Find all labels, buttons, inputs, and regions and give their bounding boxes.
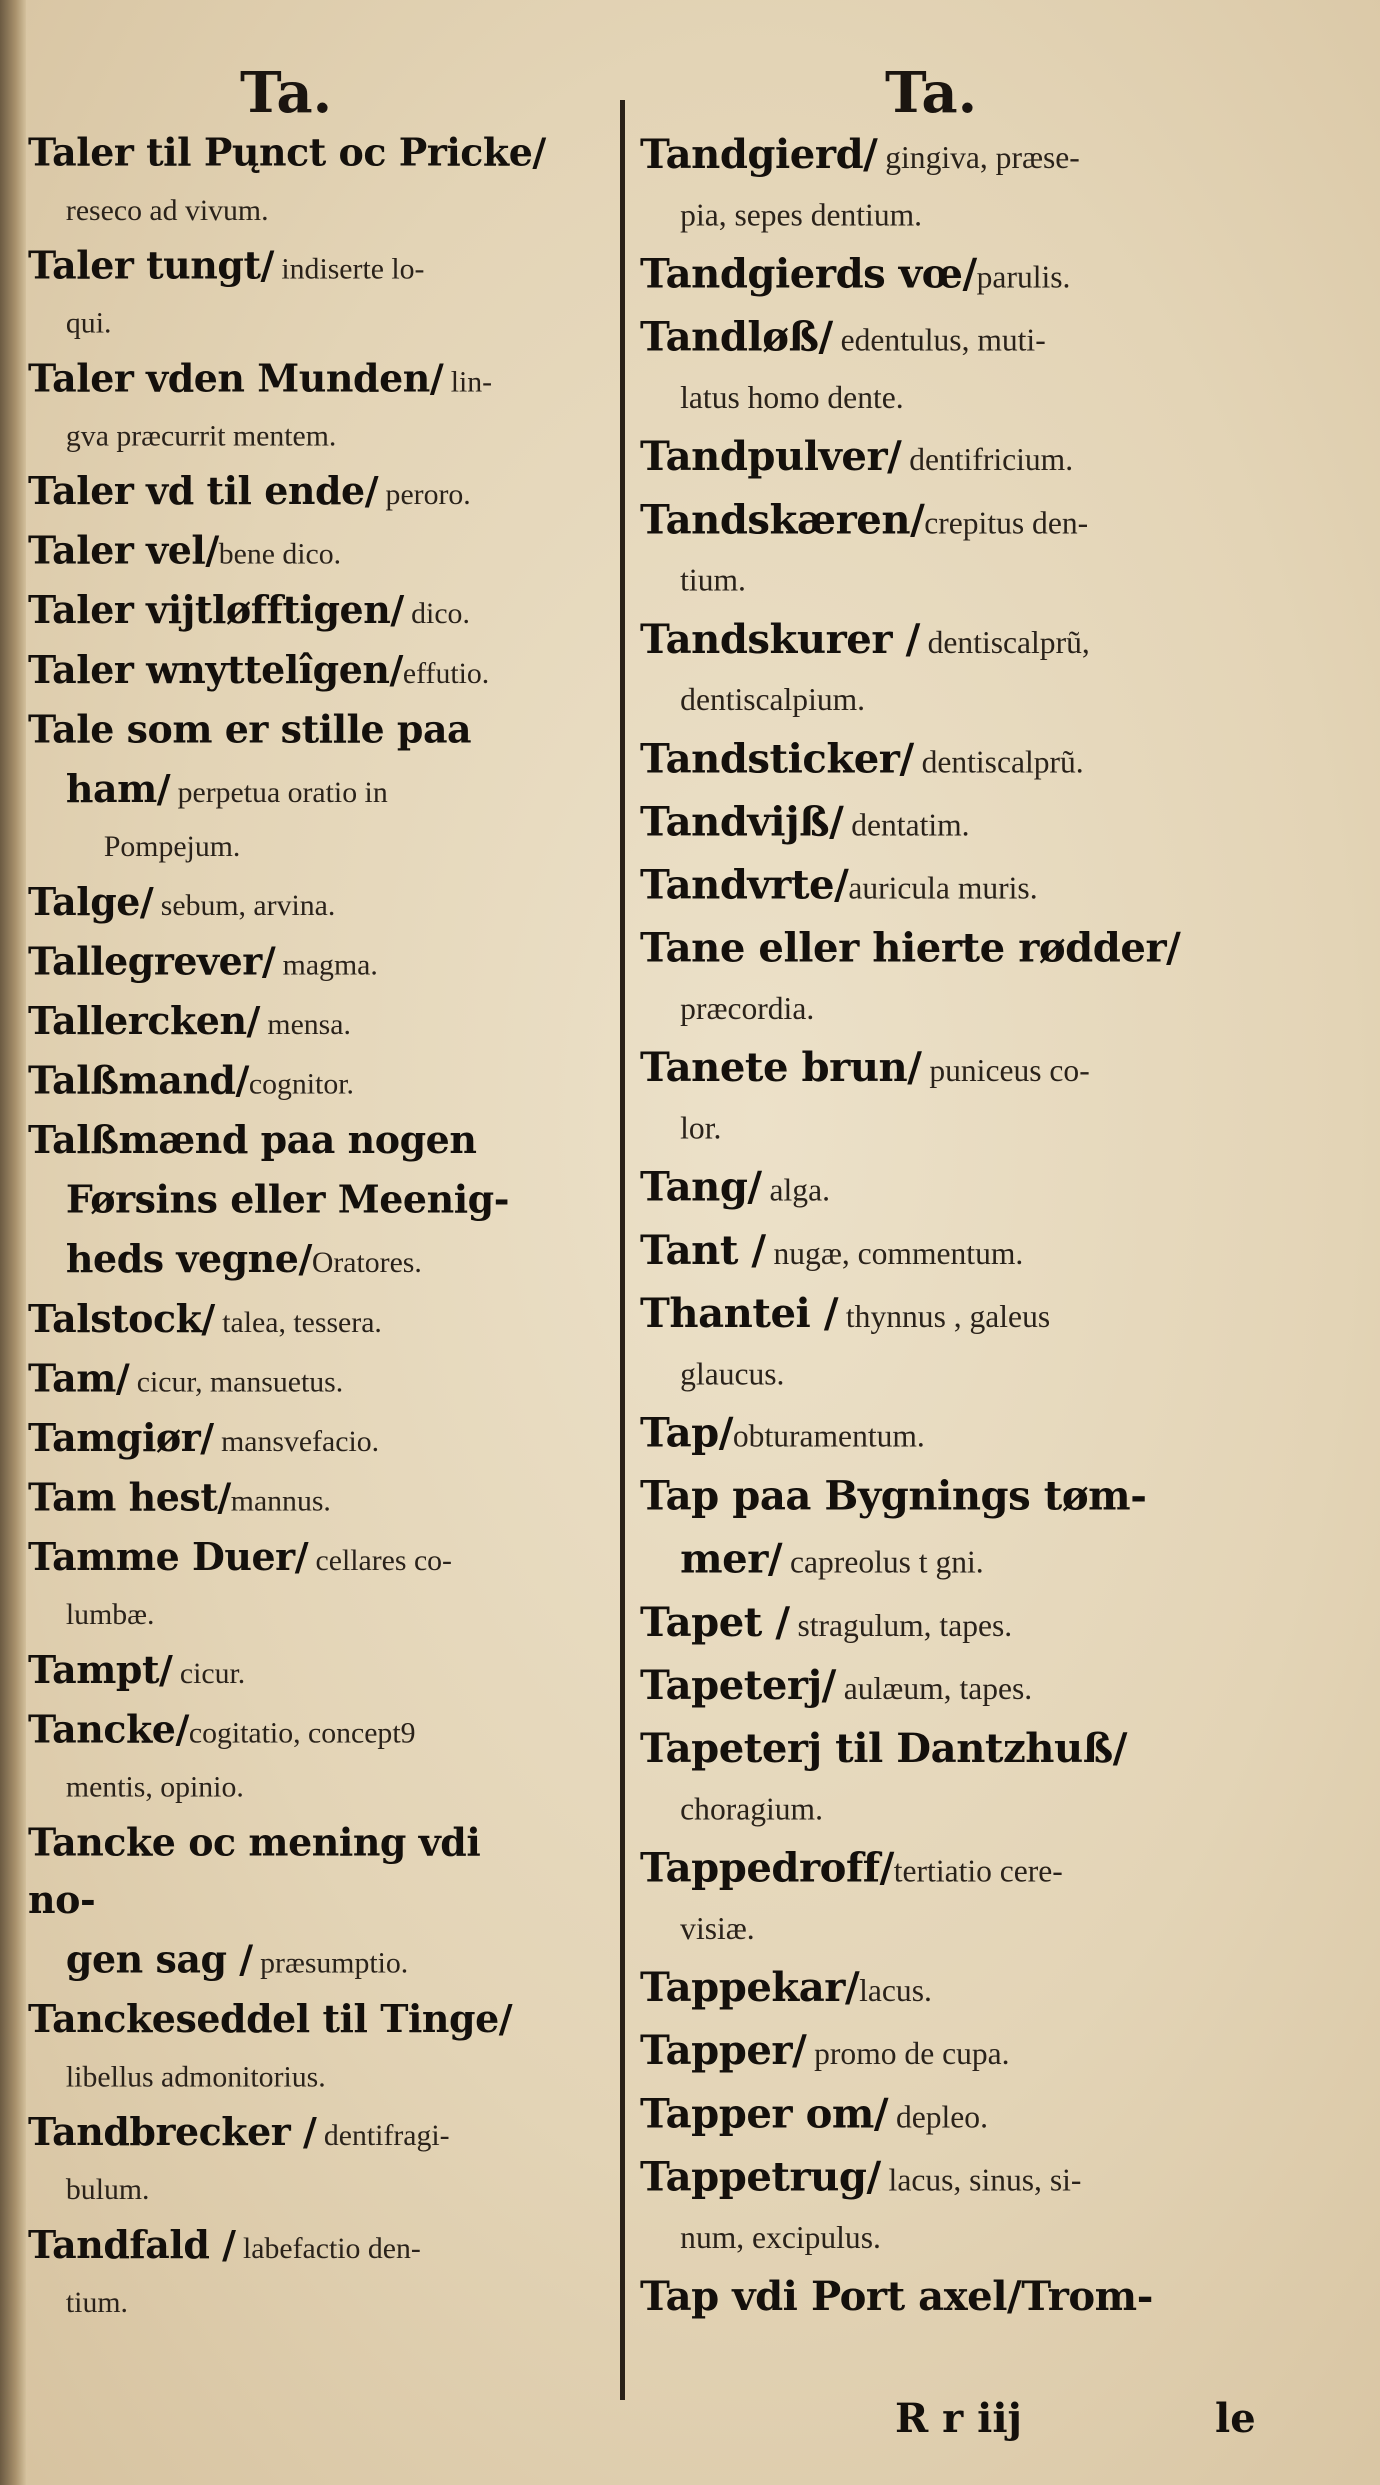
entry-definition: capreolus t gni. <box>782 1545 984 1581</box>
dictionary-entry <box>28 1410 556 1470</box>
entry-definition: dico. <box>403 597 470 631</box>
dictionary-entry <box>28 2104 556 2217</box>
dictionary-entry <box>640 245 1233 308</box>
dictionary-entry <box>640 1530 1233 1593</box>
entry-headword: Taler vijtløfftigen/ <box>28 588 404 633</box>
dictionary-entry <box>640 490 1233 610</box>
entry-continuation: tium. <box>65 2286 128 2320</box>
entry-headword: Tapper om/ <box>640 2089 889 2137</box>
dictionary-entry <box>640 792 1233 855</box>
dictionary-entry <box>28 702 556 762</box>
entry-definition: cicur, mansuetus. <box>129 1366 344 1399</box>
entry-definition: labefactio den- <box>235 2232 421 2266</box>
dictionary-entry <box>28 1470 556 1530</box>
entry-headword: mer/ <box>680 1535 783 1583</box>
dictionary-entry <box>640 1958 1233 2021</box>
entry-continuation: bulum. <box>65 2173 150 2207</box>
dictionary-entry <box>640 2021 1233 2084</box>
entry-headword: Taler vden Munden/ <box>28 356 444 401</box>
entry-headword: Tancke/ <box>28 1707 189 1752</box>
dictionary-entry <box>28 1702 556 1815</box>
entry-headword: Tapper/ <box>640 2026 807 2074</box>
dictionary-entry <box>28 351 556 464</box>
entry-definition: dentiscalprũ, <box>919 626 1090 661</box>
dictionary-entry <box>640 1593 1233 1656</box>
entry-definition: cicur. <box>172 1657 246 1691</box>
entry-continuation: qui. <box>65 307 112 340</box>
entry-headword: Tandfald / <box>28 2222 236 2267</box>
dictionary-entry <box>28 583 556 643</box>
entry-headword: Førsins eller Meenig- <box>65 1177 510 1222</box>
left-column <box>28 125 556 2330</box>
dictionary-entry <box>640 2147 1233 2267</box>
entry-definition: depleo. <box>888 2100 988 2135</box>
dictionary-entry <box>640 1158 1233 1221</box>
dictionary-entry <box>28 1351 556 1411</box>
entry-definition: edentulus, muti- <box>832 323 1046 359</box>
dictionary-entry <box>28 1112 556 1172</box>
entry-definition: perpetua oratio in <box>170 776 388 810</box>
entry-headword: Tandgierds vœ/ <box>640 250 977 298</box>
entry-headword: Tanete brun/ <box>640 1043 922 1091</box>
entry-definition: obturamentum. <box>732 1419 925 1455</box>
dictionary-entry <box>640 1221 1233 1284</box>
dictionary-entry <box>28 761 556 874</box>
running-header-left: Ta. <box>240 60 333 126</box>
entry-headword: Tant / <box>640 1226 766 1274</box>
entry-definition: cellares co- <box>308 1544 452 1578</box>
signature-mark: R r iij <box>895 2395 1023 2442</box>
entry-headword: Tap vdi Port axel/Trom- <box>640 2272 1153 2320</box>
dictionary-entry <box>28 1642 556 1702</box>
entry-headword: Tamme Duer/ <box>28 1534 309 1580</box>
entry-definition: nugæ, commentum. <box>765 1237 1024 1272</box>
entry-definition: magma. <box>275 949 378 982</box>
entry-headword: Tapeterj/ <box>640 1661 836 1709</box>
dictionary-entry <box>640 919 1233 1039</box>
entry-definition: bene dico. <box>218 538 342 571</box>
entry-definition: alga. <box>761 1173 830 1209</box>
entry-headword: gen sag / <box>65 1937 253 1982</box>
dictionary-entry <box>640 2084 1233 2147</box>
dictionary-entry <box>28 642 556 702</box>
entry-headword: Thantei / <box>640 1289 839 1337</box>
entry-headword: Taler tungt/ <box>28 243 274 288</box>
dictionary-entry <box>640 427 1233 490</box>
entry-continuation: præcordia. <box>680 992 815 1027</box>
entry-definition: peroro. <box>378 478 471 512</box>
entry-continuation: glaucus. <box>680 1357 785 1392</box>
entry-continuation: dentiscalpium. <box>680 683 866 718</box>
entry-definition: sebum, arvina. <box>153 889 336 922</box>
entry-continuation: tium. <box>680 563 746 599</box>
entry-definition: promo de cupa. <box>806 2037 1010 2072</box>
entry-continuation: libellus admonitorius. <box>65 2061 326 2094</box>
entry-headword: Tandsticker/ <box>640 735 914 782</box>
entry-continuation: mentis, opinio. <box>65 1771 244 1804</box>
dictionary-entry <box>640 1038 1233 1158</box>
entry-headword: Tanckeseddel til Tinge/ <box>28 1996 513 2042</box>
entry-headword: Talstock/ <box>28 1296 215 1341</box>
dictionary-entry <box>28 1932 556 1992</box>
dictionary-entry <box>640 308 1233 428</box>
entry-headword: Talßmand/ <box>28 1058 249 1103</box>
dictionary-entry <box>28 463 556 523</box>
entry-definition: puniceus co- <box>921 1054 1090 1089</box>
dictionary-entry <box>640 610 1233 730</box>
entry-headword: Tamgiør/ <box>28 1415 214 1460</box>
entry-headword: Tale som er stille paa <box>28 707 472 752</box>
entry-definition: dentifricium. <box>901 443 1074 478</box>
dictionary-entry <box>28 1992 556 2105</box>
entry-headword: Taler vd til ende/ <box>28 468 379 514</box>
dictionary-entry <box>640 1719 1233 1839</box>
entry-headword: Taler wnyttelîgen/ <box>28 647 403 692</box>
entry-definition: lacus, sinus, si- <box>880 2163 1082 2199</box>
entry-headword: Tampt/ <box>28 1647 173 1692</box>
entry-definition: mannus. <box>230 1485 331 1518</box>
dictionary-entry <box>28 1291 556 1351</box>
dictionary-entry <box>28 1232 556 1292</box>
dictionary-entry <box>640 2267 1233 2330</box>
entry-definition: tertiatio cere- <box>893 1854 1063 1890</box>
entry-continuation: num, excipulus. <box>680 2220 881 2256</box>
entry-continuation: lumbæ. <box>65 1598 155 1632</box>
entry-definition: Oratores. <box>311 1246 422 1280</box>
dictionary-entry <box>640 856 1233 919</box>
entry-headword: Tappekar/ <box>640 1963 860 2011</box>
dictionary-entry <box>28 1529 556 1642</box>
dictionary-entry <box>640 1403 1233 1466</box>
entry-continuation: latus homo dente. <box>680 381 904 416</box>
dictionary-entry <box>28 238 556 351</box>
entry-headword: Tap/ <box>640 1409 733 1457</box>
right-column <box>640 125 1233 2330</box>
catchword: le <box>1215 2395 1256 2442</box>
dictionary-entry <box>28 125 556 238</box>
entry-definition: cogitatio, concept9 <box>188 1717 416 1750</box>
dictionary-entry <box>640 1284 1233 1404</box>
entry-headword: Tallegrever/ <box>28 939 276 984</box>
entry-definition: indiserte lo- <box>273 253 425 286</box>
entry-headword: Tallercken/ <box>28 998 260 1043</box>
entry-headword: Tandbrecker / <box>28 2109 317 2155</box>
entry-headword: heds vegne/ <box>65 1237 312 1282</box>
entry-headword: Tappedroff/ <box>640 1844 894 1892</box>
entry-headword: Tandskurer / <box>640 615 920 663</box>
dictionary-entry <box>640 1656 1233 1719</box>
entry-definition: auricula muris. <box>848 871 1038 907</box>
entry-continuation: pia, sepes dentium. <box>680 198 923 234</box>
entry-headword: Tandløß/ <box>640 313 833 361</box>
column-divider <box>620 100 625 2400</box>
entry-headword: Tam/ <box>28 1356 130 1401</box>
entry-definition: aulæum, tapes. <box>835 1672 1033 1707</box>
dictionary-entry <box>28 1815 556 1932</box>
entry-definition: dentifragi- <box>316 2119 450 2153</box>
dictionary-entry <box>28 1053 556 1113</box>
entry-definition: mansvefacio. <box>213 1425 380 1459</box>
entry-definition: gingiva, præse- <box>877 141 1080 176</box>
dictionary-entry <box>28 2217 556 2330</box>
entry-definition: effutio. <box>402 657 490 691</box>
entry-headword: Tapeterj til Dantzhuß/ <box>640 1724 1127 1772</box>
entry-definition: dentiscalprũ. <box>913 745 1084 780</box>
dictionary-entry <box>28 993 556 1053</box>
entry-headword: Tam hest/ <box>28 1475 231 1520</box>
entry-definition: lacus. <box>859 1974 932 2009</box>
entry-headword: Tandvijß/ <box>640 798 844 846</box>
entry-headword: Tane eller hierte rødder/ <box>640 924 1181 972</box>
entry-continuation: visiæ. <box>680 1912 755 1947</box>
entry-headword: Tang/ <box>640 1163 762 1211</box>
entry-definition: stragulum, tapes. <box>789 1609 1013 1644</box>
entry-headword: Tandgierd/ <box>640 130 878 178</box>
dictionary-entry <box>28 934 556 994</box>
dictionary-entry <box>28 523 556 583</box>
entry-definition: talea, tessera. <box>214 1306 382 1339</box>
entry-definition: thynnus , galeus <box>838 1300 1051 1335</box>
entry-definition: crepitus den- <box>924 506 1089 541</box>
entry-definition: parulis. <box>976 260 1071 296</box>
page-gutter <box>0 0 26 2485</box>
entry-headword: Talge/ <box>28 879 154 924</box>
entry-headword: Tandskæren/ <box>640 496 925 543</box>
entry-continuation: reseco ad vivum. <box>65 194 269 227</box>
entry-continuation: Pompejum. <box>103 830 241 864</box>
entry-headword: ham/ <box>65 766 171 811</box>
running-header-right: Ta. <box>885 60 978 126</box>
entry-continuation: choragium. <box>680 1792 823 1828</box>
entry-headword: Talßmænd paa nogen <box>28 1117 477 1163</box>
entry-headword: Tandvrte/ <box>640 861 849 909</box>
entry-definition: præsumptio. <box>252 1947 409 1980</box>
entry-headword: Tap paa Bygnings tøm- <box>640 1472 1147 1520</box>
entry-continuation: gva præcurrit mentem. <box>65 420 337 453</box>
dictionary-entry <box>640 125 1233 245</box>
dictionary-entry <box>640 1467 1233 1530</box>
dictionary-entry <box>28 874 556 934</box>
entry-headword: Taler vel/ <box>28 528 219 573</box>
entry-continuation: lor. <box>680 1111 722 1147</box>
entry-definition: lin- <box>443 365 493 399</box>
dictionary-entry <box>640 1839 1233 1959</box>
entry-headword: Tandpulver/ <box>640 432 902 480</box>
entry-definition: cognitor. <box>248 1068 354 1101</box>
entry-headword: Tapet / <box>640 1598 790 1646</box>
entry-definition: mensa. <box>259 1008 351 1042</box>
entry-headword: Taler til Pųnct oc Pricke/ <box>28 130 546 175</box>
entry-headword: Tancke oc mening vdi no- <box>28 1820 481 1923</box>
entry-headword: Tappetrug/ <box>640 2153 881 2200</box>
dictionary-entry <box>28 1172 556 1232</box>
dictionary-entry <box>640 729 1233 792</box>
entry-definition: dentatim. <box>843 808 970 844</box>
